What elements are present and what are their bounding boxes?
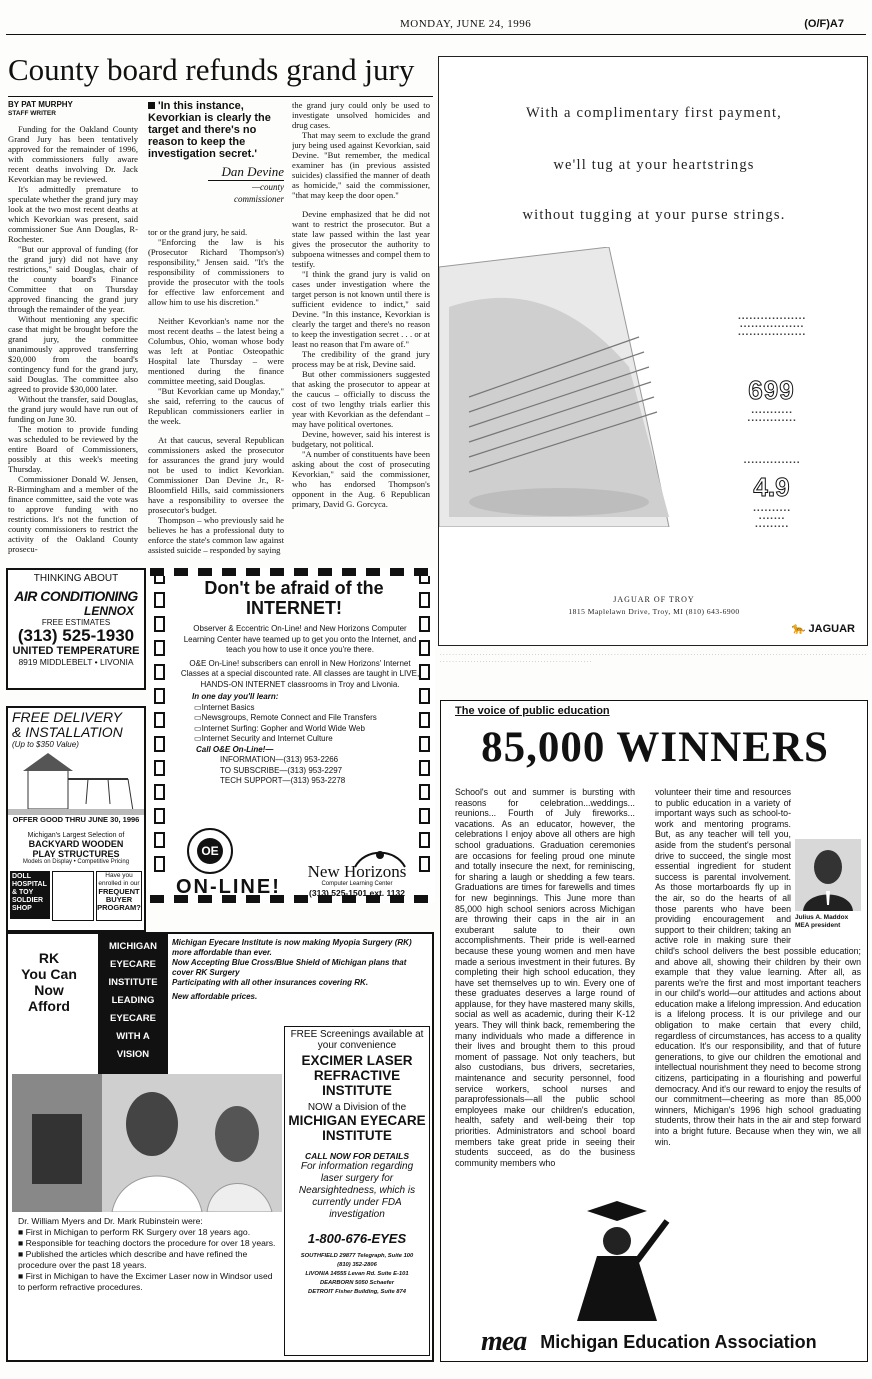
jaguar-copy-line: we'll tug at your heartstrings (553, 157, 755, 173)
list-item: ▭Internet Security and Internet Culture (194, 734, 333, 743)
list-item: ■ First in Michigan to perform RK Surgery over 18 years ago. (18, 1227, 251, 1237)
mea-footer (481, 1326, 861, 1357)
byline: BY PAT MURPHY (8, 100, 73, 109)
store-locations (52, 871, 94, 921)
paragraph: Thompson – who previously said he believes he has a professional duty to enforce the state's common law against assisted suicide – responded by saying (148, 515, 284, 555)
ad-brand: AIR CONDITIONING (14, 588, 138, 604)
mea-kicker: The voice of public education (455, 705, 610, 717)
graduate-image (557, 1201, 677, 1321)
film-strip-left (154, 568, 168, 880)
call-heading: Call O&E On-Line!— (196, 744, 274, 754)
list-item: ▭Newsgroups, Remote Connect and File Transfers (194, 713, 377, 722)
issue-date: MONDAY, JUNE 24, 1996 (400, 18, 532, 30)
info-phone: INFORMATION—(313) 953-2266 (220, 755, 339, 764)
page-header (0, 18, 872, 34)
offer-fine-print: ▪ ▪ ▪ ▪ ▪ ▪ ▪ ▪ ▪ ▪ ▪ ▪ ▪ ▪ ▪ ▪ ▪ ▪ ▪ ▪ ▪ ▪ ▪ ▪ (747, 410, 796, 424)
paragraph: "A number of constituents have been asking about the cost of prosecuting Kevorkian," said the commissioner, who has endorsed Thompson's opponent in the Aug. 6 Republican primary, David G. Gorcyca. (292, 449, 430, 509)
internet-title: Don't be afraid of the (204, 578, 384, 598)
rk-headline: RK You Can Now Afford (21, 950, 77, 1014)
leaping-cat-icon: 🐆 (791, 623, 806, 635)
offer-fine-print: ▪ ▪ ▪ ▪ ▪ ▪ ▪ ▪ ▪ ▪ ▪ ▪ ▪ ▪ ▪ ▪ ▪ ▪ ▪ ▪ ▪ ▪ ▪ ▪ ▪ ▪ ▪ ▪ ▪ ▪ ▪ ▪ ▪ ▪ ▪ ▪ ▪ ▪ ▪ ▪ ▪ ▪ ▪ ▪ ▪ ▪ ▪ ▪ ▪ ▪ ▪ ▪ ▪ (738, 316, 805, 338)
checkbox-icon: ▭ (194, 734, 202, 743)
checkbox-icon: ▭ (194, 702, 202, 712)
bullet-icon: ■ (18, 1271, 26, 1281)
list-item: ■ Responsible for teaching doctors the procedure for over 18 years. (18, 1238, 276, 1248)
paragraph: "Enforcing the law is his (Prosecutor Richard Thompson's) responsibility," Jensen said. "It's the responsibility of commissioners to provide the prosecutor with the tools for effective law enforcement and allow him to use his discretion." (148, 237, 284, 307)
eyecare-ad (6, 932, 434, 1362)
article-column-1 (8, 100, 138, 560)
store-logo: DOLL HOSPITAL & TOY SOLDIER SHOP (10, 871, 50, 919)
header-rule (6, 34, 866, 35)
company-name: UNITED TEMPERATURE (12, 645, 140, 657)
pull-quote-role: —county commissioner (208, 180, 284, 205)
mea-logo: mea (481, 1326, 527, 1357)
new-horizons-sub: Computer Learning Center (321, 881, 393, 887)
installation: & INSTALLATION (12, 724, 123, 740)
subscribe-phone: TO SUBSCRIBE—(313) 953-2297 (220, 765, 343, 775)
article-column-3 (292, 100, 430, 560)
learn-heading: In one day you'll learn: (192, 692, 279, 701)
svg-text:OE: OE (201, 844, 219, 858)
play-structures-ad (6, 706, 146, 932)
paragraph: Neither Kevorkian's name nor the most recent deaths – the latest being a Columbus, Ohio, woman whose body was left at Pontiac Osteopathic Hospital late Thursday – were mentioned during the finance committee meeting, said Douglas. (148, 316, 284, 386)
paragraph: Without the transfer, said Douglas, the grand jury would have run out of funding on June 30. (8, 394, 138, 424)
company-address: 8919 MIDDLEBELT • LIVONIA (18, 657, 134, 667)
paragraph: It's admittedly premature to speculate whether the grand jury may look at the two most recent deaths at which Kevorkian was present, said commissioner Sue Ann Douglas, R-Rochester. (8, 184, 138, 244)
tech-phone: TECH SUPPORT—(313) 953-2278 (220, 776, 346, 785)
ad-top-text: THINKING ABOUT (33, 573, 119, 584)
paragraph: tor or the grand jury, he said. (148, 227, 248, 237)
paragraph: "But Kevorkian came up Monday," she said, referring to the caucus of Republican commissioners earlier in the week. (148, 386, 284, 426)
product-line: BACKYARD WOODEN (28, 839, 124, 849)
checkbox-icon: ▭ (194, 723, 202, 733)
jaguar-ad (438, 56, 868, 646)
value-note: (Up to $350 Value) (12, 740, 79, 749)
internet-title: INTERNET! (246, 598, 342, 618)
paragraph: Commissioner Donald W. Jensen, R-Birmingham and a member of the finance committee, said the vote was to approve funding with no restrictions. It's not the function of county commissioners to restrict the activity of the Oakland County prosecu- (8, 474, 138, 554)
jaguar-disclaimer: · · · · · · · · · · · · · · · · · · · · · · · · · · · · · · · · · · · · · · · · · · · · · · · · · · · · · · · · · · · · · · · · · · · · · · · · · · · · · · · · · · · · · · · · · · · · · · · · · · · · · · · · · · · · · · · · · · · · · · · · · · · · · · · · · · · · · · · · · · · · · · · · · · · · · · · · · · · · · · · · · · · · · · · · · · · · · · · · · · · · · · · · · · · · · · (440, 652, 867, 665)
bullet-square-icon (148, 102, 155, 109)
dealer-address: 1815 Maplelawn Drive, Troy, MI (810) 643-6900 (568, 607, 740, 616)
film-strip-right (419, 568, 433, 880)
portrait-image (795, 839, 861, 911)
paragraph: Devine emphasized that he did not want to restrict the prosecutor. But a state law passed within the last year gives the prosecutor the authority to subpoena witnesses and compel them to testify. (292, 209, 430, 269)
heating-cooling-ad (6, 568, 146, 690)
list-item: ▭Internet Surfing: Gopher and World Wide Web (194, 723, 365, 733)
excimer-box: FREE Screenings available at your convenience EXCIMER LASER REFRACTIVE INSTITUTE NOW a Division of the MICHIGAN EYECARE INSTITUTE CALL NOW FOR DETAILS For information regarding laser surgery for Nearsightedness, which is currently under FDA investigation 1-800-676-EYES SOUTHFIELD 29877 Telegraph, Suite 100 (810) 352-2806 LIVONIA 14555 Levan Rd. Suite E-101 DEARBORN 5050 Schaefer DETROIT Fisher Building, Suite 874 (284, 1026, 430, 1356)
caption-name: Julius A. Maddox (795, 913, 849, 921)
ad-phone: (313) 525-1930 (17, 626, 135, 645)
selection-text: Michigan's Largest Selection of (27, 832, 125, 839)
lennox-logo: LENNOX (83, 604, 134, 618)
play-structure-image (8, 749, 144, 815)
eyecare-phone: 1-800-676-EYES (307, 1231, 407, 1246)
list-item: ■ First in Michigan to have the Excimer Laser now in Windsor used to perform refractive procedures. (18, 1271, 273, 1292)
product-line: PLAY STRUCTURES (32, 849, 120, 859)
paragraph: Funding for the Oakland County Grand Jury has been tentatively approved for the remainder of 1996, with commissioners fully aware recent deaths involving Dr. Jack Kevorkian may be reviewed. (8, 124, 138, 184)
bullet-icon: ■ (18, 1227, 26, 1237)
offer-date: OFFER GOOD THRU JUNE 30, 1996 (12, 815, 140, 824)
list-item: ■ Published the articles which describe and have refined the procedure over the past 18 years. (18, 1249, 248, 1270)
paragraph: The credibility of the grand jury process may be at risk, Devine said. (292, 349, 430, 369)
paragraph: Devine, however, said his interest is budgetary, not political. (292, 429, 430, 449)
frequent-buyer-box: Have you enrolled in our FREQUENT BUYER PROGRAM? (96, 871, 142, 921)
page-number: (O/F)A7 (804, 18, 844, 30)
offer-fine-print: ▪ ▪ ▪ ▪ ▪ ▪ ▪ ▪ ▪ ▪ ▪ ▪ ▪ ▪ ▪ (743, 460, 800, 466)
pull-quote: 'In this instance, Kevorkian is clearly the target and there's no reason to keep the investigation secret.' Dan Devine —county commissioner (148, 100, 284, 204)
free-delivery: FREE DELIVERY (12, 709, 122, 725)
mea-text-right: Julius A. Maddox MEA president volunteer their time and resources to public education in a variety of important ways such as school-to-work and mentoring programs. But, as any teacher will tell you, aside from the student's personal drive to succeed, the single most essential ingredient for student success is parental involvement. As those mortarboards fly up in the air, so do the hearts of all those parents who have been providing encouragement and support to their children; taking an active role in making sure their child's school delivers the best possible education; and above all, showing their children by their own example that they value learning. After all, as parents we're the first and most important teachers in our child's world—our attitudes and actions about education make a lifelong impression. And education is a lifelong process. It is our privilege and our obligation to make certain that every child, regardless of circumstances, has access to a quality education. It's our responsibility, and that of future generations, to give our children the emotional and intellectual nourishment they need to become strong citizens, participating in a flourishing and powerful democracy. And it's our reward to enjoy the results of our commitment—cheering as more than 85,000 winners, Michigan's 1996 high school graduating students, throw their hats in the air and step forward into a bright future. Because when they win, we all win. (655, 787, 861, 1147)
lease-price-2: 4.9 (753, 472, 790, 502)
internet-ad (150, 568, 435, 903)
new-horizons-phone: (313) 525-1501 ext. 1132 (309, 888, 405, 898)
doctors-photo (12, 1074, 282, 1212)
eyecare-lead: Michigan Eyecare Institute is now making Myopia Surgery (RK) more affordable than ever. Now Accepting Blue Cross/Blue Shield of Michigan plans that cover RK Surgery Participating with all other insurances covering RK. New affordable prices. (172, 938, 412, 1001)
offer-fine-print: ▪ ▪ ▪ ▪ ▪ ▪ ▪ ▪ ▪ ▪ ▪ ▪ ▪ ▪ ▪ ▪ ▪ ▪ ▪ ▪ ▪ ▪ ▪ ▪ ▪ ▪ (753, 508, 790, 530)
list-item: ▭Internet Basics (194, 702, 255, 712)
eyecare-panel: MICHIGAN EYECARE INSTITUTE LEADING EYECARE WITH A VISION (98, 934, 168, 1078)
intro-paragraph: Observer & Eccentric On-Line! and New Horizons Computer Learning Center have teamed up to get you onto the Internet, and teach you how to use it once you're there. (183, 624, 417, 654)
paragraph: Without mentioning any specific case that might be brought before the grand jury, the committee unanimously approved transferring $20,000 from the board's contingency fund for the grand jury, said Douglas. The committee also agreed to provide $30,000 later. (8, 314, 138, 394)
checkbox-icon: ▭ (194, 713, 202, 722)
dealer-name: JAGUAR OF TROY (613, 595, 695, 604)
free-estimates: FREE ESTIMATES (41, 618, 111, 627)
paragraph: But other commissioners suggested that asking the prosecutor to appear at the caucus – officially to discuss the cost of two lengthy trials earlier this year with Kevorkian as the defendant – may have political overtones. (292, 369, 430, 429)
film-strip-top (150, 568, 435, 576)
new-horizons-name: New Horizons (307, 862, 407, 881)
president-portrait (795, 839, 861, 935)
headline: County board refunds grand jury (8, 52, 415, 87)
caption-role: MEA president (795, 921, 841, 929)
mea-ad (440, 700, 868, 1362)
doctors-list: Dr. William Myers and Dr. Mark Rubinstein were: ■ First in Michigan to perform RK Surgery over 18 years ago. ■ Responsible for teaching doctors the procedure for over 18 years. ■ Published the articles which describe and have refined the procedure over the past 18 years. ■ First in Michigan to have the Excimer Laser now in Windsor used to perform refractive procedures. (18, 1216, 280, 1293)
online-logo: ON-LINE! (176, 876, 281, 898)
jaguar-copy-line: With a complimentary first payment, (525, 105, 783, 121)
oe-seal-icon (180, 826, 240, 876)
pull-quote-name: Dan Devine (221, 164, 284, 179)
paragraph: the grand jury could only be used to investigate unsolved homicides and drug cases. (292, 100, 430, 130)
models-text: Models on Display • Competitive Pricing (22, 859, 130, 865)
mea-headline: 85,000 WINNERS (481, 724, 829, 771)
headline-rule (8, 96, 433, 97)
paragraph: "I think the grand jury is valid on cases under investigation where the target person is not known until there is sufficient evidence to indict," said Devine. "In this instance, Kevorkian is clearly the target and there's no reason to keep the investigation secret . . . or at least no reason that I'm aware of." (292, 269, 430, 349)
paragraph: That may seem to exclude the grand jury being used against Kevorkian, said Devine. "But remember, the medical examiner has (in previous assisted suicides) classified the manner of death as homicide," said the commissioner, "that may keep the door open." (292, 130, 430, 200)
byline-role: STAFF WRITER (8, 110, 56, 117)
paragraph: "But our approval of funding (for the grand jury) did not have any restrictions," said Douglas, chair of the county board's Finance Committee that on Thursday approved financing the grand jury through the remainder of the year. (8, 244, 138, 314)
paragraph: The motion to provide funding was scheduled to be reviewed by the entire Board of Commissioners, possibly at this week's meeting Thursday. (8, 424, 138, 474)
jaguar-copy-line: without tugging at your purse strings. (522, 207, 786, 223)
mea-org-name: Michigan Education Association (540, 1331, 817, 1352)
lease-price-1: 699 (748, 375, 795, 405)
mea-text-left: School's out and summer is bursting with reasons for celebration...weddings... reunions... Fourth of July fireworks... vacations. As an educator, however, the celebrations I enjoy above all others are high school graduations. Graduation ceremonies are occasions for feeling proud one minute and totally insecure the next, for reminiscing, for sharing a laugh or shedding a few tears. Graduations are times for farewells and times for new beginnings. This June more than 85,000 high school seniors across Michigan are throwing their caps in the air in an exuberant salute to their own accomplishments. Their pride is well-earned because these young women and men have made a serious investment in their futures. By completing their high school education, they have set themselves up to win. Every one of these graduates deserves a large round of applause, for they have mastered many skills, social as well as academic, during their K-12 years. They will think back, remembering the many individuals who made a difference in their lives and brought them to this proud moment of passage. Not only teachers, but also custodians, bus drivers, secretaries, maintenance and security personnel, food service workers, school nurses and paraprofessionals—all the public school employees make our children's education, health, safety and well-being their top priorities. Administrators and school board members take great pride in seeing their students succeed, as do the business community members who (455, 787, 635, 1168)
article-column-2 (148, 100, 284, 560)
bullet-icon: ■ (18, 1238, 26, 1248)
topic-list (180, 703, 420, 745)
bullet-icon: ■ (18, 1249, 26, 1259)
paragraph: At that caucus, several Republican commissioners asked the prosecutor for assurances the grand jury would not be used to indict Kevorkian. Commissioner Dan Devine Jr., R-Bloomfield Hills, said commissioners have a responsibility to oversee the prosecutor's budget. (148, 435, 284, 515)
classes-paragraph: O&E On-Line! subscribers can enroll in New Horizons' Internet Classes at a special discounted rate. All classes are taught in LIVE, HANDS-ON INTERNET classrooms in Troy and Livonia. (180, 658, 420, 689)
jaguar-logo: 🐆 JAGUAR (791, 623, 855, 635)
